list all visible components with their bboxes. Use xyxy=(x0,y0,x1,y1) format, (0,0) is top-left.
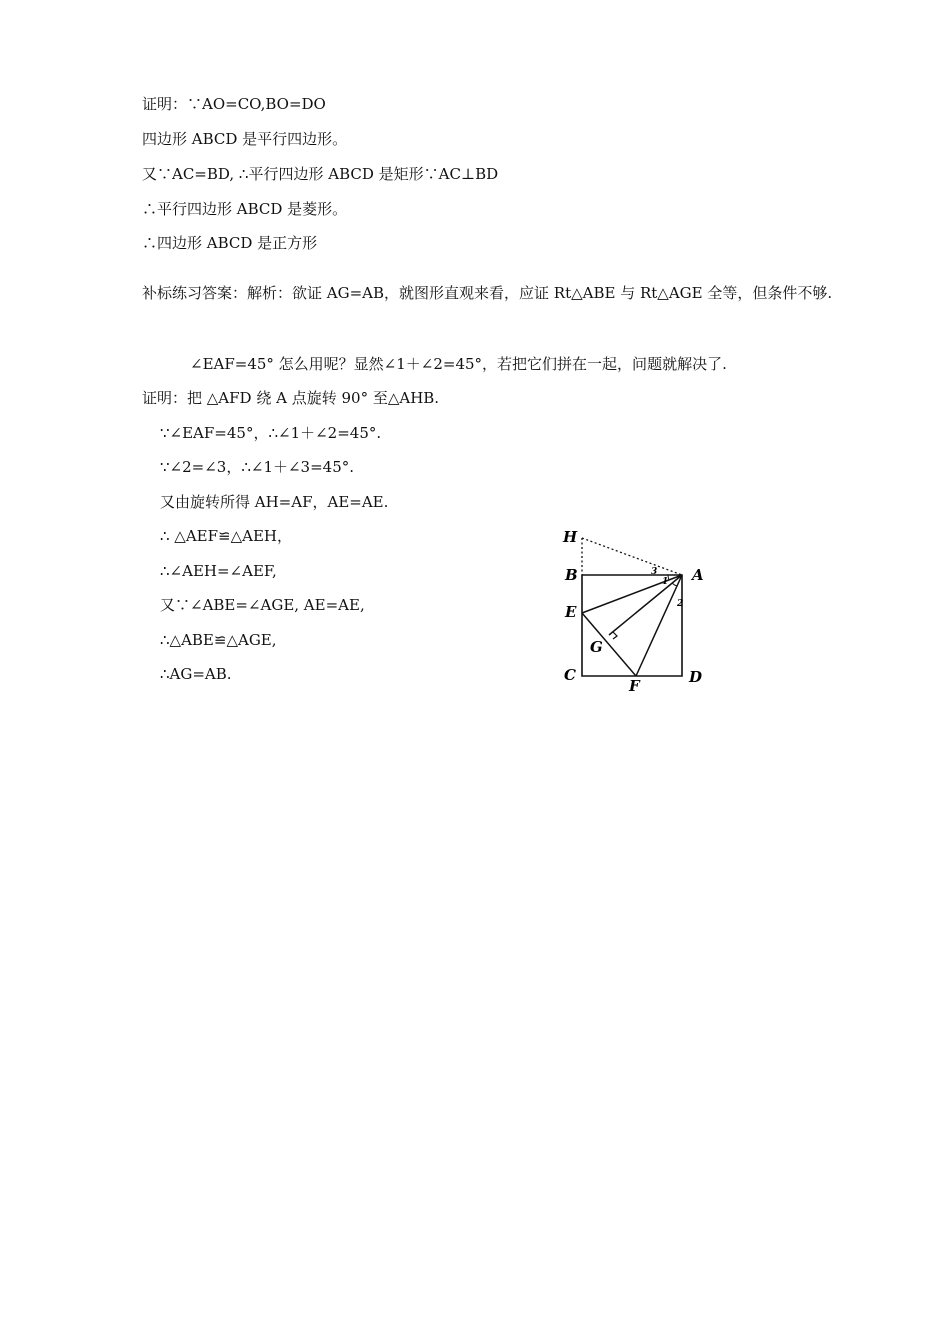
right-angle-mark xyxy=(613,632,617,639)
proof-step: ∴AG=AB. xyxy=(160,665,232,683)
label-angle-1: 1 xyxy=(662,577,669,587)
proof-line-2: 四边形 ABCD 是平行四边形。 xyxy=(142,130,348,148)
proof-line-3: 又∵AC=BD, ∴平行四边形 ABCD 是矩形∵AC⊥BD xyxy=(142,165,499,183)
proof-step: ∵∠2=∠3，∴∠1＋∠3=45°. xyxy=(160,458,355,476)
label-a: A xyxy=(692,566,704,584)
dotted-ha xyxy=(582,538,682,575)
angle-arc xyxy=(672,583,677,586)
proof-step: ∴ △AEF≌△AEH， xyxy=(160,527,293,545)
label-b: B xyxy=(565,566,578,584)
proof-step: ∵∠EAF=45°，∴∠1＋∠2=45°. xyxy=(160,424,382,442)
label-angle-3: 3 xyxy=(651,567,658,577)
supplement-intro: 补标练习答案：解析：欲证 AG=AB，就图形直观来看，应证 Rt△ABE 与 Rt△AGE 全等，但条件不够. xyxy=(142,284,833,302)
proof-step: 又∵∠ABE=∠AGE, AE=AE, xyxy=(160,596,365,614)
proof-line-1: 证明：∵AO=CO,BO=DO xyxy=(142,95,326,113)
label-g: G xyxy=(590,638,603,656)
supplement-proof-intro: 证明：把 △AFD 绕 A 点旋转 90° 至△AHB. xyxy=(142,389,440,407)
label-h: H xyxy=(563,528,578,546)
supplement-hint: ∠EAF=45° 怎么用呢？显然∠1＋∠2=45°，若把它们拼在一起，问题就解决了. xyxy=(190,355,727,373)
proof-line-5: ∴四边形 ABCD 是正方形 xyxy=(142,234,318,252)
label-angle-2: 2 xyxy=(677,599,684,609)
proof-step: 又由旋转所得 AH=AF，AE=AE. xyxy=(160,493,389,511)
proof-step: ∴△ABE≌△AGE, xyxy=(160,631,277,649)
label-c: C xyxy=(564,666,576,684)
label-e: E xyxy=(565,603,577,621)
proof-step: ∴∠AEH=∠AEF, xyxy=(160,562,277,580)
segment-ag xyxy=(609,575,682,635)
proof-line-4: ∴平行四边形 ABCD 是菱形。 xyxy=(142,200,348,218)
label-f: F xyxy=(629,677,640,694)
label-d: D xyxy=(689,668,703,686)
square-outline xyxy=(582,575,682,676)
geometry-figure xyxy=(556,524,716,694)
